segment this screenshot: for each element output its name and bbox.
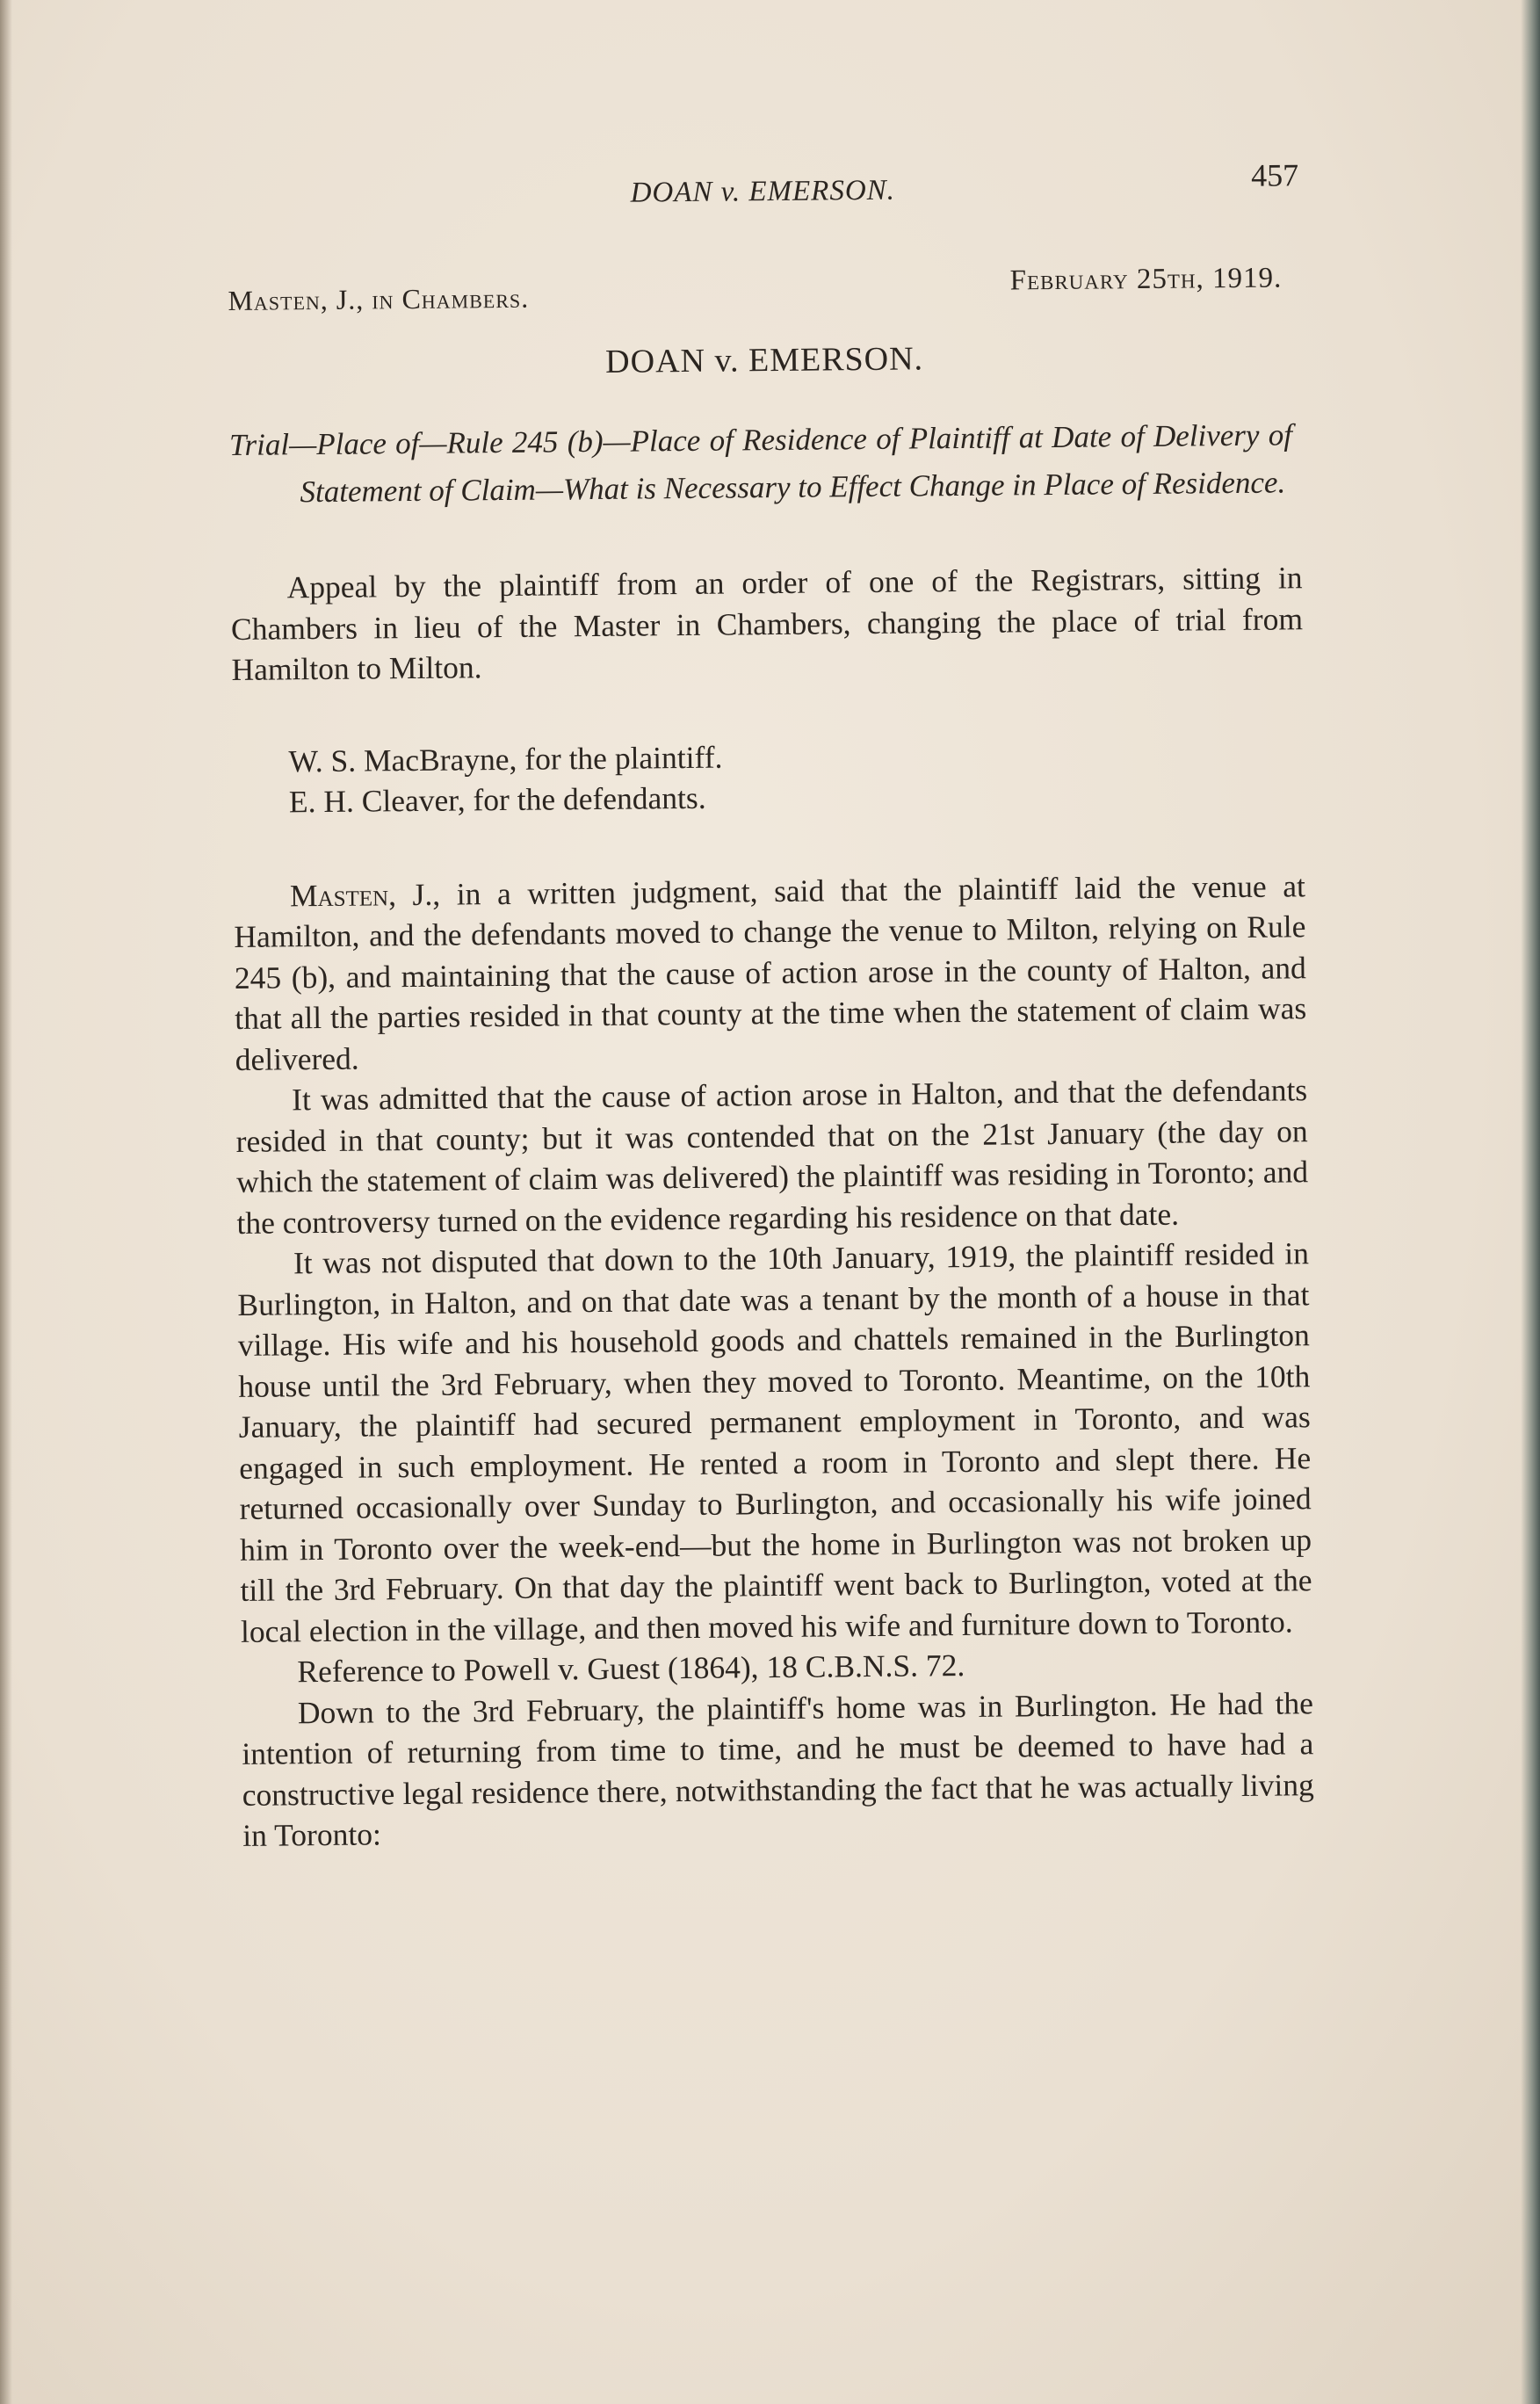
page-left-edge-shadow [0,0,12,2404]
court-line [228,262,1300,334]
judgment-lead-text: in a written judgment, said that the plaintiff laid the venue at Hamilton, and the defendants moved to change the venue to Milton, relying on Rule 245 (b), and maintaining that the cause of action arose in the county of Halton, and that all the parties resided in that county at the time when the statement of claim was delivered. [234,867,1307,1077]
headnote: Trial—Place of—Rule 245 (b)—Place of Residence of Plaintiff at Date of Delivery of Statement of Claim—What is Necessary to Effect Change in Place of Residence. [228,417,1293,510]
case-title: DOAN v. EMERSON. [604,340,924,380]
counsel-list [232,731,1305,823]
judgment-date: February 25th, 1919. [1009,262,1283,297]
judge-name: Masten, J., [289,876,441,913]
page-right-edge-binding [1521,0,1540,2404]
running-head: DOAN v. EMERSON. [630,174,896,209]
page-number: 457 [1250,157,1299,193]
judgment-paragraph [234,865,1307,1080]
judge-chambers: Masten, J., in Chambers. [228,281,530,316]
judgment-paragraph: It was not disputed that down to the 10th January, 1919, the plaintiff resided in Burlington, in Halton, and on that date was a tenant by the month of a house in that village. His wife and his household goods and chattels remained in the Burlington house until the 3rd February, when they moved to Toronto. Meantime, on the 10th January, the plaintiff had secured permanent employment in Toronto, and was engaged in such employment. He rented a room in Toronto and slept there. He returned occasionally over Sunday to Burlington, and occasionally his wife joined him in Toronto over the week-end—but the home in Burlington was not broken up till the 3rd February. On that day the plaintiff went back to Burlington, voted at the local election in the village, and then moved his wife and furniture down to Toronto. [237,1235,1312,1649]
judgment-paragraph: It was admitted that the cause of action arose in Halton, and that the defendants resided in that county; but it was contended that on the 21st January (the day on which the statement of claim was delivered) the plaintiff was residing in Toronto; and the controversy turned on the evidence regarding his residence on that date. [235,1072,1309,1241]
page-header [227,156,1299,228]
counsel-defendants: E. H. Cleaver, for the defendants. [288,779,706,820]
intro-paragraph: Appeal by the plaintiff from an order of one of the Registrars, sitting in Chambers in lieu of the Master in Chambers, changing the place of trial from Hamilton to Milton. [230,560,1304,687]
judgment-paragraph: Down to the 3rd February, the plaintiff's home was in Burlington. He had the intention of returning from time to time, and he must be deemed to have had a constructive legal residence there, notwithstanding the fact that he was actually living in Toronto: [242,1684,1314,1853]
judgment-paragraph: Reference to Powell v. Guest (1864), 18 C.B.N.S. 72. [297,1647,965,1690]
counsel-plaintiff: W. S. MacBrayne, for the plaintiff. [288,739,723,778]
text-block [227,156,1314,1856]
